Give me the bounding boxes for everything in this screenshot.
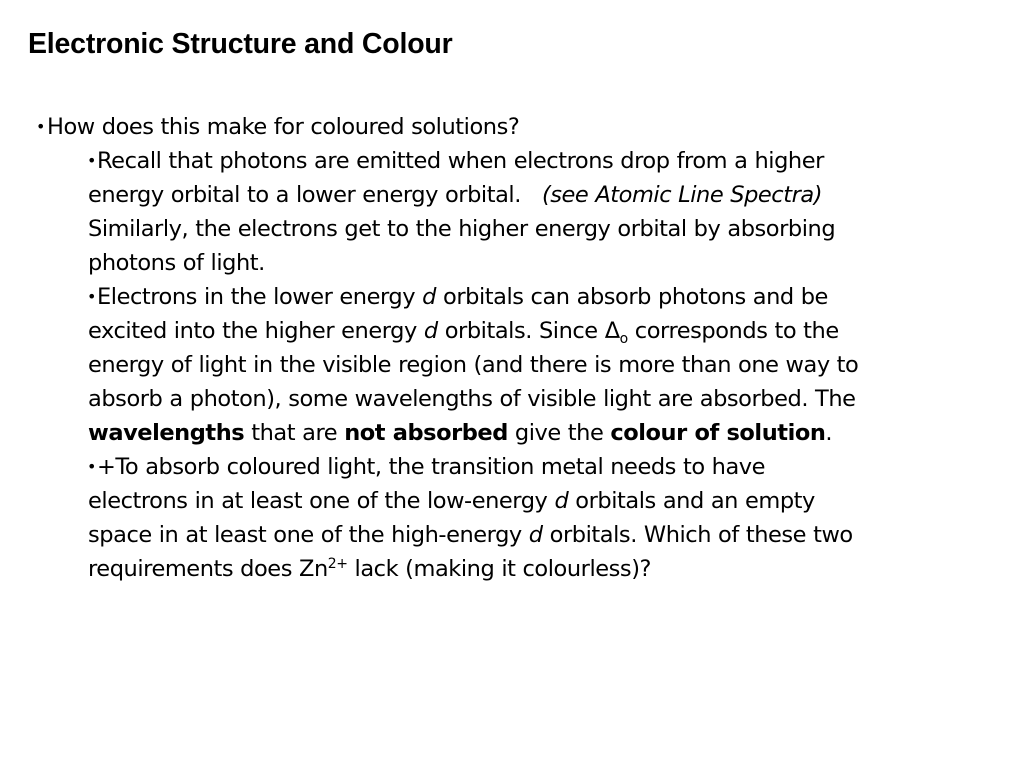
paragraph-line: excited into the higher energy d orbitals. Since $\Delta_o$ corresponds to the [88, 318, 839, 347]
bullet-photon-emission [0, 144, 988, 280]
paragraph-line: energy of light in the visible region (and there is more than one way to [88, 352, 859, 378]
paragraph-line: Recall that photons are emitted when electrons drop from a higher [97, 148, 824, 174]
slide-body [0, 110, 1024, 586]
paragraph-line: Similarly, the electrons get to the higher energy orbital by absorbing [88, 216, 836, 242]
paragraph-line: wavelengths that are not absorbed give the colour of solution. [88, 420, 833, 446]
paragraph-line: space in at least one of the high-energy d orbitals. Which of these two [88, 522, 853, 548]
delta-subscript: o [619, 331, 628, 347]
paragraph-line: Electrons in the lower energy d orbitals can absorb photons and be [97, 284, 828, 310]
paragraph-line: electrons in at least one of the low-energy d orbitals and an empty [88, 488, 815, 514]
bullet-icon: • [87, 151, 96, 170]
bullet-icon: • [36, 117, 45, 136]
bullet-icon: • [87, 287, 96, 306]
question-text: How does this make for coloured solutions? [47, 114, 520, 140]
bullet-question [0, 110, 1024, 144]
paragraph-line: requirements does $Zn^{2+}$ lack (making it colourless)? [88, 556, 652, 582]
bullet-d-orbital-absorption [0, 280, 988, 450]
bullet-icon: • [87, 457, 96, 476]
slide-title: Electronic Structure and Colour [28, 28, 453, 60]
paragraph-line: +To absorb coloured light, the transition metal needs to have [97, 454, 766, 480]
paragraph-line: absorb a photon), some wavelengths of visible light are absorbed. The [88, 386, 856, 412]
zinc-charge-superscript: 2+ [327, 556, 348, 572]
paragraph-line: photons of light. [88, 250, 265, 276]
bullet-absorption-requirements [0, 450, 988, 586]
paragraph-line: energy orbital to a lower energy orbital. (see Atomic Line Spectra) [88, 182, 823, 208]
reference-atomic-line-spectra: (see Atomic Line Spectra) [541, 182, 823, 208]
